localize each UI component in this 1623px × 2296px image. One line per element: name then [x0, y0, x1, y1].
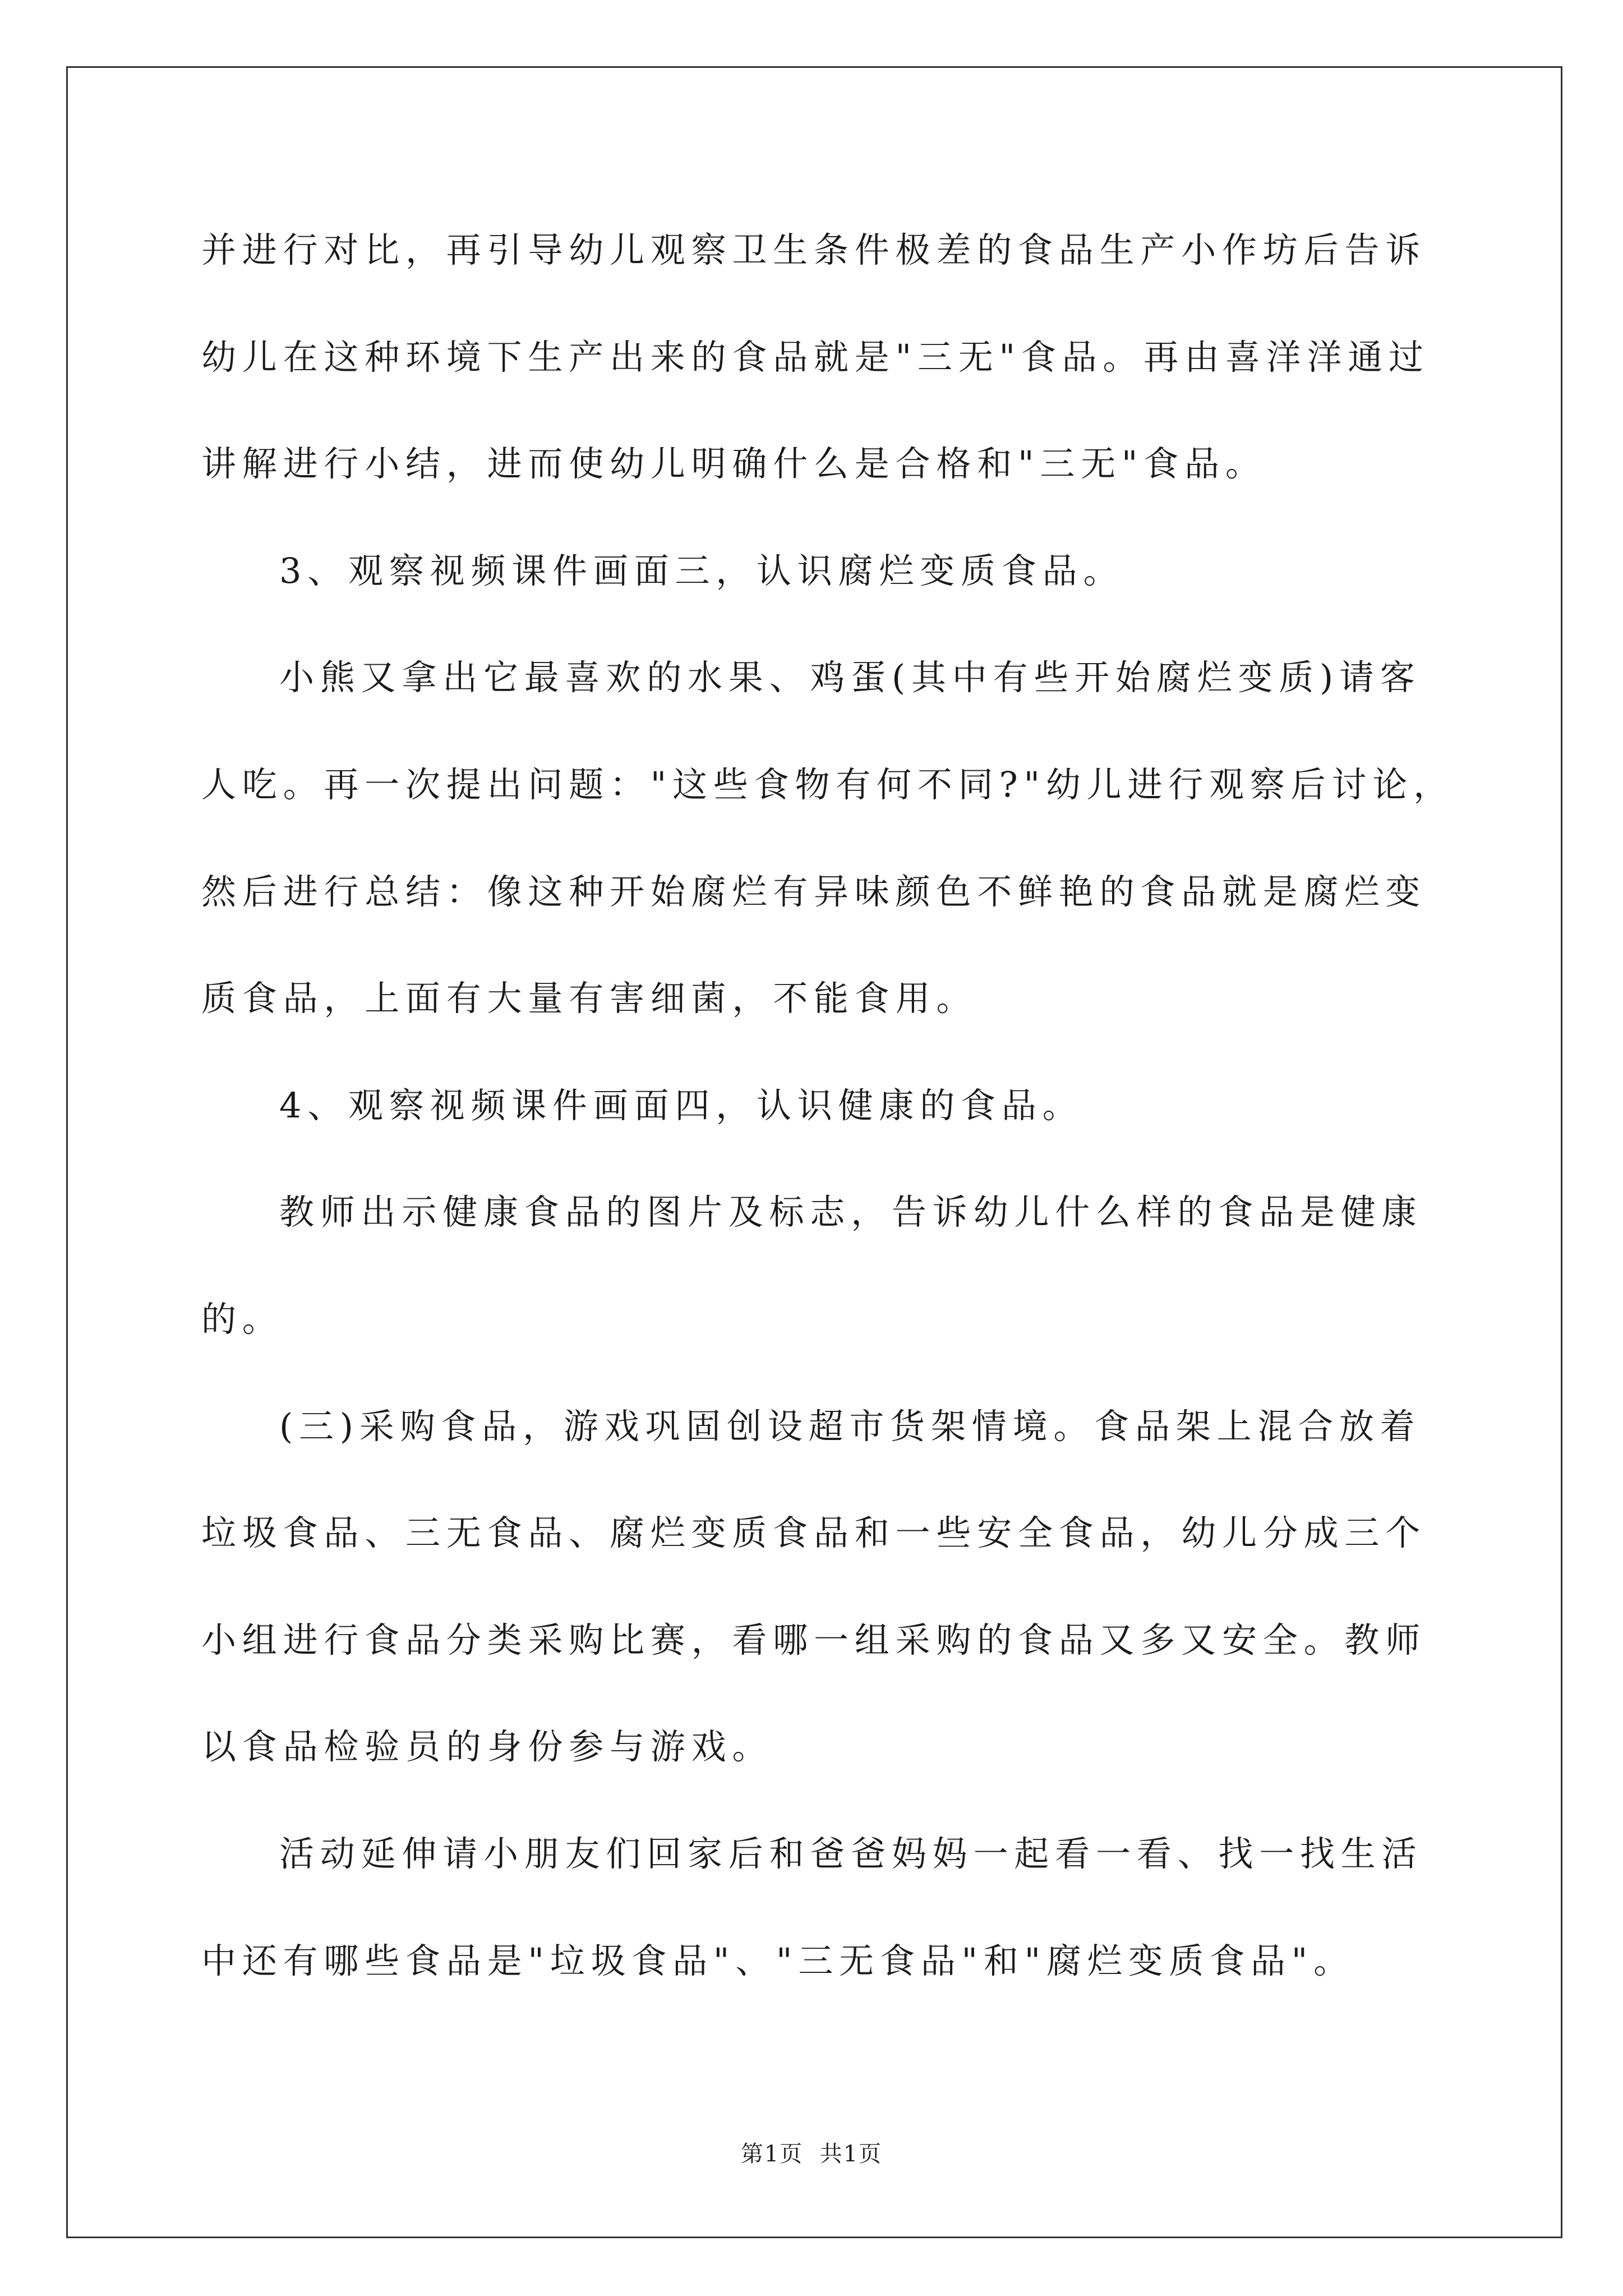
paragraph-continued: [201, 197, 1547, 518]
paragraph: [201, 1373, 1547, 1801]
text-line: 小组进行食品分类采购比赛，看哪一组采购的食品又多又安全。教师: [201, 1619, 1427, 1660]
text-line: 垃圾食品、三无食品、腐烂变质食品和一些安全食品，幼儿分成三个: [201, 1512, 1427, 1554]
text-line: 活动延伸请小朋友们回家后和爸爸妈妈一起看一看、找一找生活: [279, 1833, 1423, 1874]
text-line: 讲解进行小结，进而使幼儿明确什么是合格和"三无"食品。: [201, 443, 1266, 485]
text-line: 小熊又拿出它最喜欢的水果、鸡蛋(其中有些开始腐烂变质)请客: [279, 657, 1421, 698]
paragraph: [201, 624, 1547, 1052]
section-heading-4: [201, 1052, 1547, 1159]
text-line: 的。: [201, 1298, 283, 1340]
text-line: 以食品检验员的身份参与游戏。: [201, 1726, 773, 1768]
text-line: 并进行对比，再引导幼儿观察卫生条件极差的食品生产小作坊后告诉: [201, 229, 1427, 270]
text-line: 3、观察视频课件画面三，认识腐烂变质食品。: [279, 550, 1124, 591]
section-heading-3: [201, 518, 1547, 625]
text-line: 中还有哪些食品是"垃圾食品"、"三无食品"和"腐烂变质食品"。: [201, 1940, 1354, 1981]
text-line: 幼儿在这种环境下生产出来的食品就是"三无"食品。再由喜洋洋通过: [201, 336, 1430, 378]
page-number-footer: 第1页 共1页: [740, 2141, 883, 2167]
text-line: 4、观察视频课件画面四，认识健康的食品。: [279, 1084, 1083, 1126]
paragraph: [201, 1159, 1547, 1373]
paragraph: [201, 1801, 1547, 2014]
text-line: 教师出示健康食品的图片及标志，告诉幼儿什么样的食品是健康: [279, 1191, 1423, 1233]
text-line: 然后进行总结：像这种开始腐烂有异味颜色不鲜艳的食品就是腐烂变: [201, 871, 1427, 912]
text-line: 人吃。再一次提出问题："这些食物有何不同?"幼儿进行观察后讨论，: [201, 763, 1454, 805]
document-body: [201, 197, 1547, 2014]
text-line: (三)采购食品，游戏巩固创设超市货架情境。食品架上混合放着: [279, 1405, 1421, 1447]
text-line: 质食品，上面有大量有害细菌，不能食用。: [201, 978, 978, 1019]
